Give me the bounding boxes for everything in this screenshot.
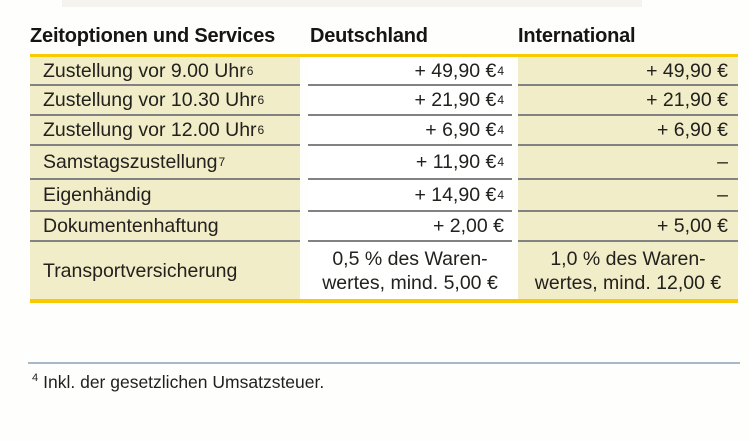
- deutschland-price-cell: [308, 242, 512, 299]
- column-gap: [300, 242, 308, 299]
- service-label: Zustellung vor 10.30 Uhr: [43, 89, 257, 111]
- price-value: + 6,90 €: [656, 119, 728, 141]
- deutschland-price-cell: + 49,90 € 4: [308, 57, 512, 86]
- column-gap: [300, 180, 308, 212]
- price-value: + 49,90 €: [646, 59, 728, 82]
- deutschland-price-cell: + 21,90 € 4: [308, 86, 512, 116]
- price-value: + 21,90 €: [414, 89, 497, 111]
- price-value: + 6,90 €: [425, 119, 497, 141]
- service-label: Samstagszustellung: [43, 151, 218, 173]
- footnote: [31, 372, 324, 393]
- service-label: Transportversicherung: [43, 259, 238, 282]
- international-price-cell: [518, 57, 738, 86]
- table-row: [30, 242, 738, 299]
- table-row: [30, 180, 738, 212]
- price-value: + 21,90 €: [646, 89, 728, 111]
- price-value-line2: wertes, mind. 12,00 €: [534, 271, 722, 294]
- service-cell: [30, 212, 300, 242]
- column-gap: [300, 57, 308, 86]
- deutschland-price-cell: [308, 212, 512, 242]
- international-price-cell: [518, 116, 738, 146]
- service-cell: Zustellung vor 10.30 Uhr 6: [30, 86, 300, 116]
- price-value: + 11,90 €: [415, 151, 497, 173]
- deutschland-price-cell: + 11,90 € 4: [308, 146, 512, 180]
- price-value: + 49,90 €: [414, 59, 497, 82]
- service-label: Dokumentenhaftung: [43, 215, 219, 237]
- table-bottom-rule: [30, 299, 738, 303]
- deutschland-price-cell: + 14,90 € 4: [308, 180, 512, 212]
- service-cell: Zustellung vor 9.00 Uhr 6: [30, 57, 300, 86]
- service-label: Eigenhändig: [43, 184, 152, 206]
- service-cell: Samstagszustellung 7: [30, 146, 300, 180]
- column-gap: [300, 212, 308, 242]
- price-value-line2: wertes, mind. 5,00 €: [322, 271, 498, 294]
- column-gap: [300, 86, 308, 116]
- table-row: [30, 212, 738, 242]
- international-price-cell: [518, 86, 738, 116]
- service-label: Zustellung vor 12.00 Uhr: [43, 119, 257, 141]
- table-row: [30, 57, 738, 86]
- price-value: + 5,00 €: [656, 215, 728, 237]
- price-value: + 2,00 €: [432, 215, 504, 237]
- table-row: [30, 86, 738, 116]
- price-value-line1: 0,5 % des Waren-: [332, 247, 488, 270]
- service-cell: [30, 242, 300, 299]
- international-price-cell: [518, 146, 738, 180]
- header-deutschland: Deutschland: [310, 24, 428, 47]
- international-price-cell: [518, 242, 738, 299]
- footnote-divider: [28, 362, 740, 364]
- service-cell: [30, 180, 300, 212]
- price-value: + 14,90 €: [414, 184, 497, 206]
- footnote-text: Inkl. der gesetzlichen Umsatzsteuer.: [43, 372, 325, 392]
- column-gap: [300, 116, 308, 146]
- price-value-line1: 1,0 % des Waren-: [550, 247, 706, 270]
- international-price-cell: [518, 180, 738, 212]
- service-cell: Zustellung vor 12.00 Uhr 6: [30, 116, 300, 146]
- international-price-cell: [518, 212, 738, 242]
- price-table: [30, 20, 738, 303]
- price-value: –: [717, 151, 728, 173]
- price-value: –: [717, 184, 728, 206]
- header-international: International: [518, 24, 636, 47]
- scan-artifact-top: [62, 0, 642, 7]
- table-row: [30, 116, 738, 146]
- service-label: Zustellung vor 9.00 Uhr: [43, 59, 246, 82]
- column-gap: [300, 146, 308, 180]
- table-header-row: [30, 20, 738, 52]
- table-row: [30, 146, 738, 180]
- deutschland-price-cell: + 6,90 € 4: [308, 116, 512, 146]
- footnote-marker: 4: [32, 372, 39, 385]
- header-services: Zeitoptionen und Services: [30, 24, 276, 47]
